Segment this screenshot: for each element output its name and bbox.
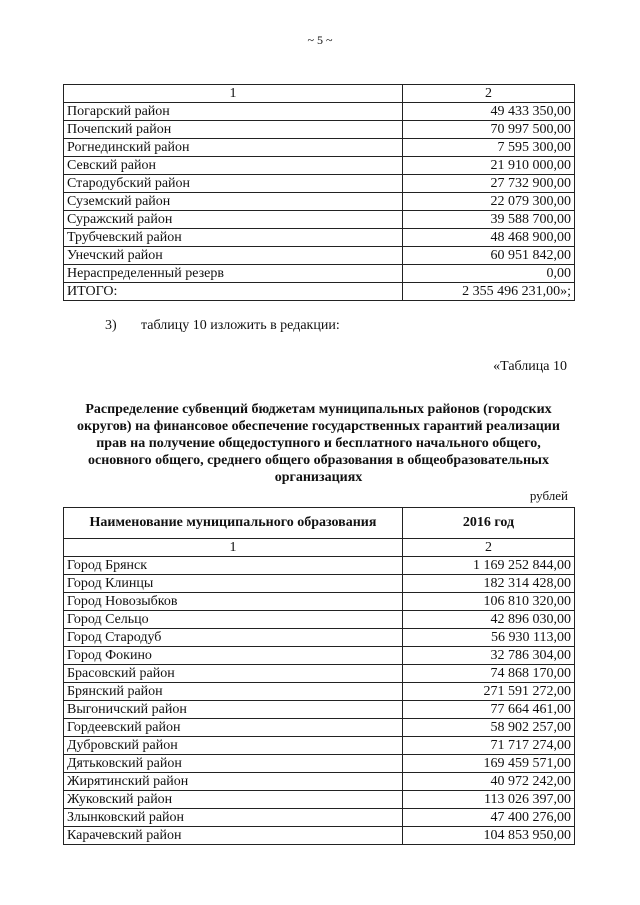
subvention-amount: 74 868 170,00 <box>403 665 575 683</box>
municipality-name: Рогнединский район <box>64 139 403 157</box>
municipality-name: Суземский район <box>64 193 403 211</box>
subvention-amount: 49 433 350,00 <box>403 103 575 121</box>
subvention-amount: 32 786 304,00 <box>403 647 575 665</box>
column-number-1: 1 <box>64 85 403 103</box>
municipality-name: Город Клинцы <box>64 575 403 593</box>
table-row <box>64 247 575 265</box>
header-row <box>64 508 575 539</box>
municipality-name: Унечский район <box>64 247 403 265</box>
table-row <box>64 611 575 629</box>
instruction-text: таблицу 10 изложить в редакции: <box>141 318 340 333</box>
table-row <box>64 665 575 683</box>
municipality-name: Город Сельцо <box>64 611 403 629</box>
column-number-1: 1 <box>64 539 403 557</box>
subvention-amount: 40 972 242,00 <box>403 773 575 791</box>
table-caption: «Таблица 10 <box>493 359 567 374</box>
subvention-amount: 7 595 300,00 <box>403 139 575 157</box>
municipality-name: Город Брянск <box>64 557 403 575</box>
column-number-row <box>64 85 575 103</box>
instruction-line <box>105 318 340 334</box>
subvention-amount: 271 591 272,00 <box>403 683 575 701</box>
column-header-year: 2016 год <box>403 508 575 539</box>
subvention-amount: 56 930 113,00 <box>403 629 575 647</box>
table-row <box>64 647 575 665</box>
table-row <box>64 211 575 229</box>
municipality-name: Злынковский район <box>64 809 403 827</box>
subvention-amount: 58 902 257,00 <box>403 719 575 737</box>
subvention-amount: 182 314 428,00 <box>403 575 575 593</box>
column-number-row <box>64 539 575 557</box>
subvention-amount: 113 026 397,00 <box>403 791 575 809</box>
subvention-amount: 60 951 842,00 <box>403 247 575 265</box>
table-row <box>64 737 575 755</box>
page-number: ~ 5 ~ <box>307 33 333 47</box>
table-row <box>64 719 575 737</box>
table-row <box>64 283 575 301</box>
table-row <box>64 229 575 247</box>
municipality-name: Гордеевский район <box>64 719 403 737</box>
table-heading: Распределение субвенций бюджетам муниципальных районов (городских округов) на финансовое обеспечение государственных гарантий реализации прав на получение общедоступного и бесплатного начального общего, основного общего, среднего общего образования в общеобразовательных организациях <box>77 402 560 485</box>
table-row <box>64 755 575 773</box>
subvention-amount: 77 664 461,00 <box>403 701 575 719</box>
municipality-name: Нераспределенный резерв <box>64 265 403 283</box>
subvention-amount: 0,00 <box>403 265 575 283</box>
table-row <box>64 139 575 157</box>
municipality-name: Севский район <box>64 157 403 175</box>
subvention-amount: 39 588 700,00 <box>403 211 575 229</box>
table-row <box>64 175 575 193</box>
municipality-name: Брасовский район <box>64 665 403 683</box>
table-row <box>64 791 575 809</box>
municipality-name: Жуковский район <box>64 791 403 809</box>
municipality-name: Город Стародуб <box>64 629 403 647</box>
subvention-table-10 <box>63 507 575 845</box>
subvention-amount: 48 468 900,00 <box>403 229 575 247</box>
column-header-name: Наименование муниципального образования <box>64 508 403 539</box>
table-row <box>64 575 575 593</box>
municipality-name: Карачевский район <box>64 827 403 845</box>
table-row <box>64 103 575 121</box>
subvention-table-continued <box>63 84 575 301</box>
table-row <box>64 827 575 845</box>
subvention-amount: 42 896 030,00 <box>403 611 575 629</box>
municipality-name: Погарский район <box>64 103 403 121</box>
table-row <box>64 265 575 283</box>
subvention-amount: 1 169 252 844,00 <box>403 557 575 575</box>
subvention-amount: 2 355 496 231,00»; <box>403 283 575 301</box>
instruction-number: 3) <box>105 318 117 333</box>
subvention-amount: 169 459 571,00 <box>403 755 575 773</box>
municipality-name: Город Фокино <box>64 647 403 665</box>
municipality-name: Суражский район <box>64 211 403 229</box>
table-row <box>64 773 575 791</box>
municipality-name: Жирятинский район <box>64 773 403 791</box>
municipality-name: Брянский район <box>64 683 403 701</box>
municipality-name: Стародубский район <box>64 175 403 193</box>
subvention-amount: 21 910 000,00 <box>403 157 575 175</box>
municipality-name: ИТОГО: <box>64 283 403 301</box>
column-number-2: 2 <box>403 539 575 557</box>
subvention-amount: 27 732 900,00 <box>403 175 575 193</box>
table-row <box>64 701 575 719</box>
table-row <box>64 557 575 575</box>
table-row <box>64 629 575 647</box>
column-number-2: 2 <box>403 85 575 103</box>
subvention-amount: 22 079 300,00 <box>403 193 575 211</box>
table-row <box>64 593 575 611</box>
units-label: рублей <box>529 488 568 503</box>
subvention-amount: 47 400 276,00 <box>403 809 575 827</box>
subvention-amount: 70 997 500,00 <box>403 121 575 139</box>
subvention-amount: 71 717 274,00 <box>403 737 575 755</box>
municipality-name: Трубчевский район <box>64 229 403 247</box>
municipality-name: Почепский район <box>64 121 403 139</box>
subvention-amount: 106 810 320,00 <box>403 593 575 611</box>
table-row <box>64 121 575 139</box>
table-row <box>64 683 575 701</box>
table-row <box>64 809 575 827</box>
subvention-amount: 104 853 950,00 <box>403 827 575 845</box>
municipality-name: Город Новозыбков <box>64 593 403 611</box>
municipality-name: Дятьковский район <box>64 755 403 773</box>
table-row <box>64 157 575 175</box>
municipality-name: Выгоничский район <box>64 701 403 719</box>
municipality-name: Дубровский район <box>64 737 403 755</box>
table-row <box>64 193 575 211</box>
